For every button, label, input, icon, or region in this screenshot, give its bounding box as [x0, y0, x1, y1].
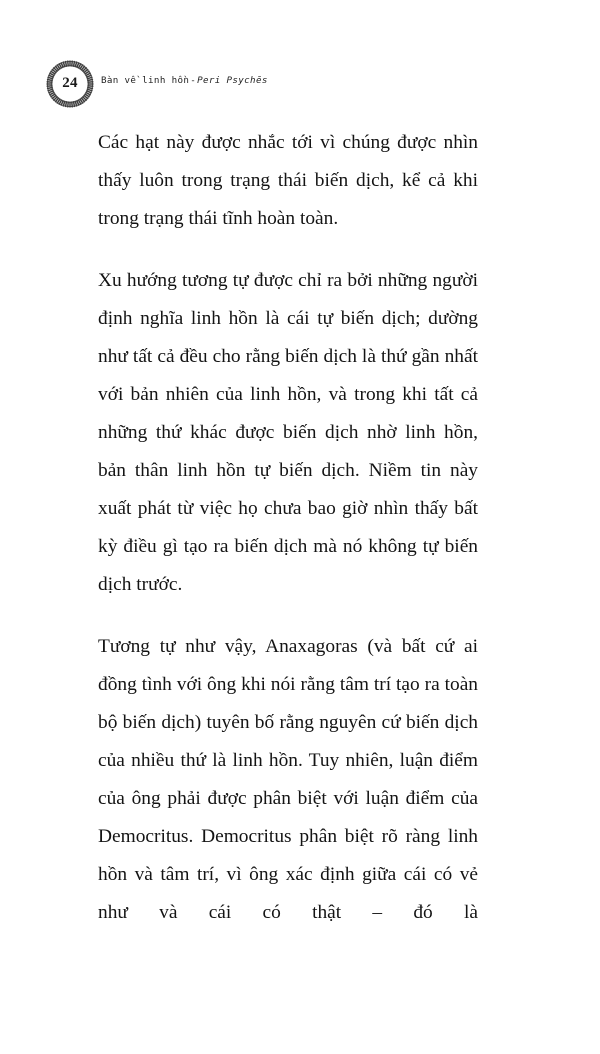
paragraph: Xu hướng tương tự được chỉ ra bởi những người định nghĩa linh hồn là cái tự biến dịch; dường như tất cả đều cho rằng biến dịch là thứ gần nhất với bản nhiên của linh hồn, và trong khi tất cả những thứ khác được biến dịch nhờ linh hồn, bản thân linh hồn tự biến dịch. Niềm tin này xuất phát từ việc họ chưa bao giờ nhìn thấy bất kỳ điều gì tạo ra biến dịch mà nó không tự biến dịch trước. — [98, 270, 478, 595]
running-head-greek-title: Peri Psychēs — [197, 75, 268, 86]
running-head-title: Bàn về linh hồn — [101, 75, 190, 86]
body-text-column — [98, 124, 478, 932]
running-head-separator: - — [190, 75, 197, 86]
page-header — [0, 58, 600, 120]
paragraph: Các hạt này được nhắc tới vì chúng được nhìn thấy luôn trong trạng thái biến dịch, kể cả khi trong trạng thái tĩnh hoàn toàn. — [98, 132, 478, 229]
running-head — [101, 75, 268, 86]
paragraph: Tương tự như vậy, Anaxagoras (và bất cứ ai đồng tình với ông khi nói rằng tâm trí tạo ra toàn bộ biến dịch) tuyên bố rằng nguyên cứ biến dịch của nhiều thứ là linh hồn. Tuy nhiên, luận điểm của ông phải được phân biệt với luận điểm của Democritus. Democritus phân biệt rõ ràng linh hồn và tâm trí, vì ông xác định giữa cái có vẻ như và cái có thật – đó là — [98, 636, 478, 923]
page-number: 24 — [62, 75, 78, 91]
folio-ornament — [44, 58, 96, 110]
